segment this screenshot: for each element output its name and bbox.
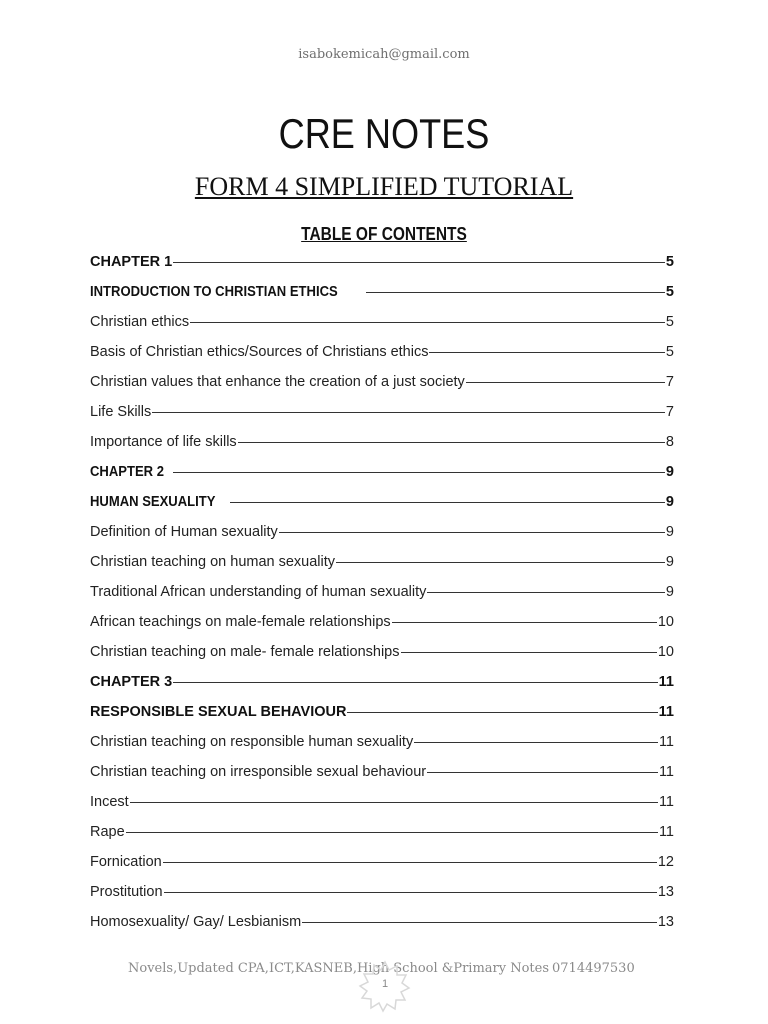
document-title: CRE NOTES [278, 110, 490, 157]
toc-entry-page: 5 [665, 344, 674, 360]
toc-entry[interactable] [90, 641, 674, 671]
toc-entry-page: 8 [665, 434, 674, 450]
toc-entry-page: 9 [665, 524, 674, 540]
toc-entry[interactable] [90, 911, 674, 941]
toc-entry-label: INTRODUCTION TO CHRISTIAN ETHICS [90, 284, 338, 300]
toc-entry[interactable] [90, 521, 674, 551]
page-number: 1 [381, 978, 389, 990]
toc-entry[interactable] [90, 791, 674, 821]
toc-heading: TABLE OF CONTENTS [301, 224, 467, 244]
toc-leader-line [173, 472, 665, 473]
toc-entry-label: Prostitution [90, 884, 163, 900]
toc-entry-page: 13 [657, 884, 674, 900]
toc-entry-page: 12 [657, 854, 674, 870]
toc-leader-line [466, 382, 665, 383]
toc-entry[interactable] [90, 281, 674, 311]
toc-entry-page: 5 [665, 254, 674, 270]
toc-entry-label: Importance of life skills [90, 434, 237, 450]
toc-leader-line [427, 592, 665, 593]
toc-leader-line [427, 772, 658, 773]
toc-entry-label: CHAPTER 2 [90, 464, 164, 480]
toc-leader-line [401, 652, 657, 653]
toc-entry[interactable] [90, 461, 674, 491]
toc-entry[interactable] [90, 701, 674, 731]
toc-leader-line [336, 562, 665, 563]
toc-entry-page: 11 [658, 674, 674, 690]
toc-entry[interactable] [90, 851, 674, 881]
toc-entry[interactable] [90, 761, 674, 791]
toc-leader-line [414, 742, 658, 743]
toc-entry-label: Christian ethics [90, 314, 190, 330]
toc-entry-label: Rape [90, 824, 125, 840]
toc-entry[interactable] [90, 731, 674, 761]
toc-entry-label: Life Skills [90, 404, 152, 420]
toc-entry-label: Fornication [90, 854, 162, 870]
toc-entry[interactable] [90, 671, 674, 701]
toc-entry-page: 11 [658, 704, 674, 720]
toc-entry-label: African teachings on male-female relationships [90, 614, 391, 630]
toc-leader-line [392, 622, 657, 623]
toc-leader-line [302, 922, 657, 923]
toc-entry-page: 10 [657, 644, 674, 660]
toc-leader-line [429, 352, 664, 353]
toc-leader-line [230, 502, 665, 503]
toc-entry-label: Christian values that enhance the creation of a just society [90, 374, 465, 390]
toc-entry-label: Incest [90, 794, 129, 810]
toc-entry-label: CHAPTER 1 [90, 254, 173, 270]
toc-leader-line [173, 682, 657, 683]
toc-leader-line [173, 262, 665, 263]
toc-entry[interactable] [90, 371, 674, 401]
footer-phone: 0714497530 [552, 961, 635, 976]
toc-entry-label: Christian teaching on irresponsible sexual behaviour [90, 764, 427, 780]
toc-entry[interactable] [90, 431, 674, 461]
toc-entry-label: Traditional African understanding of human sexuality [90, 584, 427, 600]
toc-leader-line [126, 832, 658, 833]
toc-entry[interactable] [90, 491, 674, 521]
toc-entry-label: RESPONSIBLE SEXUAL BEHAVIOUR [90, 704, 347, 720]
toc-entry-page: 9 [665, 494, 674, 510]
toc-leader-line [366, 292, 665, 293]
toc-entry[interactable] [90, 881, 674, 911]
toc-entry-label: Basis of Christian ethics/Sources of Christians ethics [90, 344, 429, 360]
toc-leader-line [163, 862, 657, 863]
toc-leader-line [152, 412, 665, 413]
toc-entry[interactable] [90, 251, 674, 281]
toc-leader-line [164, 892, 657, 893]
toc-entry-label: HUMAN SEXUALITY [90, 494, 216, 510]
toc-leader-line [190, 322, 665, 323]
toc-entry-page: 11 [658, 734, 674, 750]
toc-entry-label: Christian teaching on responsible human sexuality [90, 734, 414, 750]
toc-entry[interactable] [90, 311, 674, 341]
toc-entry-page: 11 [658, 824, 674, 840]
toc-entry-page: 13 [657, 914, 674, 930]
toc-entry[interactable] [90, 611, 674, 641]
toc-entry-label: Definition of Human sexuality [90, 524, 278, 540]
toc-entry[interactable] [90, 821, 674, 851]
toc-entry-page: 7 [665, 404, 674, 420]
document-subtitle: FORM 4 SIMPLIFIED TUTORIAL [194, 172, 574, 201]
toc-entry-label: Homosexuality/ Gay/ Lesbianism [90, 914, 302, 930]
toc-entry[interactable] [90, 401, 674, 431]
toc-leader-line [238, 442, 665, 443]
toc-entry[interactable] [90, 551, 674, 581]
toc-entry-page: 5 [665, 314, 674, 330]
toc-entry-page: 9 [665, 554, 674, 570]
toc-entry-label: Christian teaching on male- female relationships [90, 644, 400, 660]
toc-entry[interactable] [90, 581, 674, 611]
table-of-contents [90, 251, 674, 941]
toc-entry-page: 5 [665, 284, 674, 300]
toc-leader-line [279, 532, 665, 533]
footer-text: Novels,Updated CPA,ICT,KASNEB,High School &Primary Notes [128, 961, 550, 976]
toc-entry-label: Christian teaching on human sexuality [90, 554, 336, 570]
toc-entry-label: CHAPTER 3 [90, 674, 173, 690]
toc-entry-page: 7 [665, 374, 674, 390]
toc-leader-line [347, 712, 657, 713]
toc-entry-page: 11 [658, 764, 674, 780]
toc-entry-page: 9 [665, 464, 674, 480]
toc-entry-page: 10 [657, 614, 674, 630]
toc-leader-line [130, 802, 658, 803]
toc-entry[interactable] [90, 341, 674, 371]
header-email: isabokemicah@gmail.com [298, 47, 470, 62]
toc-entry-page: 9 [665, 584, 674, 600]
toc-entry-page: 11 [658, 794, 674, 810]
